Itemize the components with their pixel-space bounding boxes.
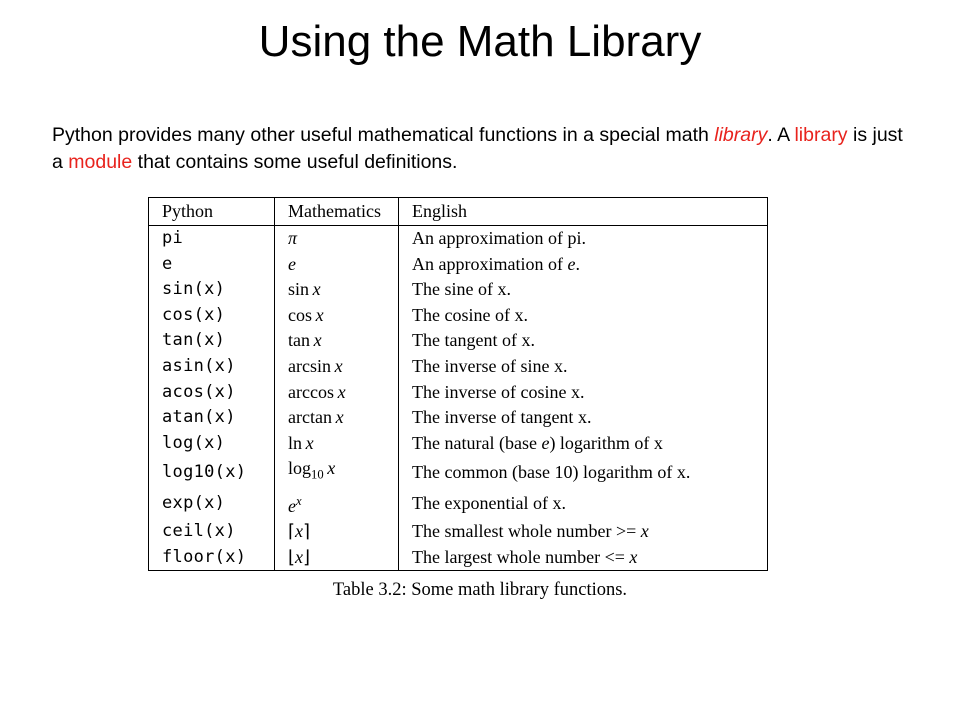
library-italic-term: library <box>714 123 768 146</box>
cell-mathematics: $\log_{10} x$ <box>275 456 399 488</box>
cell-mathematics: $e^x$ <box>275 489 399 520</box>
table-row <box>149 431 768 457</box>
cell-english: The inverse of sine x. <box>412 355 568 376</box>
table-row <box>149 252 768 278</box>
table-row <box>149 405 768 431</box>
table-row <box>149 303 768 329</box>
table-row <box>149 277 768 303</box>
cell-mathematics: ⌊x⌋ <box>275 545 399 571</box>
cell-mathematics: cos x <box>275 303 399 329</box>
cell-mathematics: sin x <box>275 277 399 303</box>
table-row <box>149 545 768 571</box>
table-row <box>149 380 768 406</box>
cell-mathematics: e <box>275 252 399 278</box>
table-header-row <box>149 198 768 226</box>
cell-english: The natural (base e) logarithm of x <box>412 432 663 453</box>
cell-python: log10(x) <box>149 456 275 488</box>
cell-english: An approximation of pi. <box>399 226 768 252</box>
cell-python: atan(x) <box>149 405 275 431</box>
intro-text-3: is just a <box>52 123 903 173</box>
cell-mathematics: π <box>275 226 399 252</box>
table-body <box>149 226 768 571</box>
table-row <box>149 328 768 354</box>
cell-python: exp(x) <box>149 489 275 520</box>
cell-python: floor(x) <box>149 545 275 571</box>
cell-english: The inverse of tangent x. <box>412 407 592 428</box>
intro-text-1: Python provides many other useful mathematical functions in a special math <box>52 123 715 146</box>
cell-english: The cosine of x. <box>412 304 528 325</box>
cell-english: The exponential of x. <box>412 493 566 514</box>
page-title: Using the Math Library <box>258 17 702 66</box>
cell-python: tan(x) <box>149 328 275 354</box>
library-term: library <box>794 123 848 146</box>
table-caption: Table 3.2: Some math library functions. <box>332 580 628 600</box>
intro-paragraph <box>52 122 912 176</box>
math-functions-table-container <box>148 197 768 571</box>
module-term: module <box>68 150 133 173</box>
cell-english: The largest whole number <= x <box>412 546 638 567</box>
cell-python: asin(x) <box>149 354 275 380</box>
math-functions-table <box>148 197 768 571</box>
cell-python: ceil(x) <box>149 519 275 545</box>
cell-mathematics: arccos x <box>275 380 399 406</box>
cell-english: An approximation of e. <box>412 253 580 274</box>
table-row <box>149 226 768 252</box>
cell-python: pi <box>149 226 275 252</box>
table-row <box>149 489 768 520</box>
table-row <box>149 456 768 488</box>
header-english: English <box>399 198 768 226</box>
cell-python: e <box>149 252 275 278</box>
cell-english: The sine of x. <box>412 279 511 300</box>
table-row <box>149 519 768 545</box>
intro-text-2: . A <box>767 123 795 146</box>
cell-python: acos(x) <box>149 380 275 406</box>
cell-mathematics: ⌈x⌉ <box>275 519 399 545</box>
cell-python: cos(x) <box>149 303 275 329</box>
cell-mathematics: ln x <box>275 431 399 457</box>
cell-english: The smallest whole number >= x <box>412 521 649 542</box>
cell-mathematics: arctan x <box>275 405 399 431</box>
cell-mathematics: arcsin x <box>275 354 399 380</box>
table-row <box>149 354 768 380</box>
intro-text-4: that contains some useful definitions. <box>132 150 458 173</box>
cell-python: log(x) <box>149 431 275 457</box>
cell-english: The tangent of x. <box>412 330 535 351</box>
header-python: Python <box>149 198 275 226</box>
cell-python: sin(x) <box>149 277 275 303</box>
cell-mathematics: tan x <box>275 328 399 354</box>
cell-english: The common (base 10) logarithm of x. <box>412 461 691 482</box>
header-mathematics: Mathematics <box>275 198 399 226</box>
cell-english: The inverse of cosine x. <box>412 381 585 402</box>
